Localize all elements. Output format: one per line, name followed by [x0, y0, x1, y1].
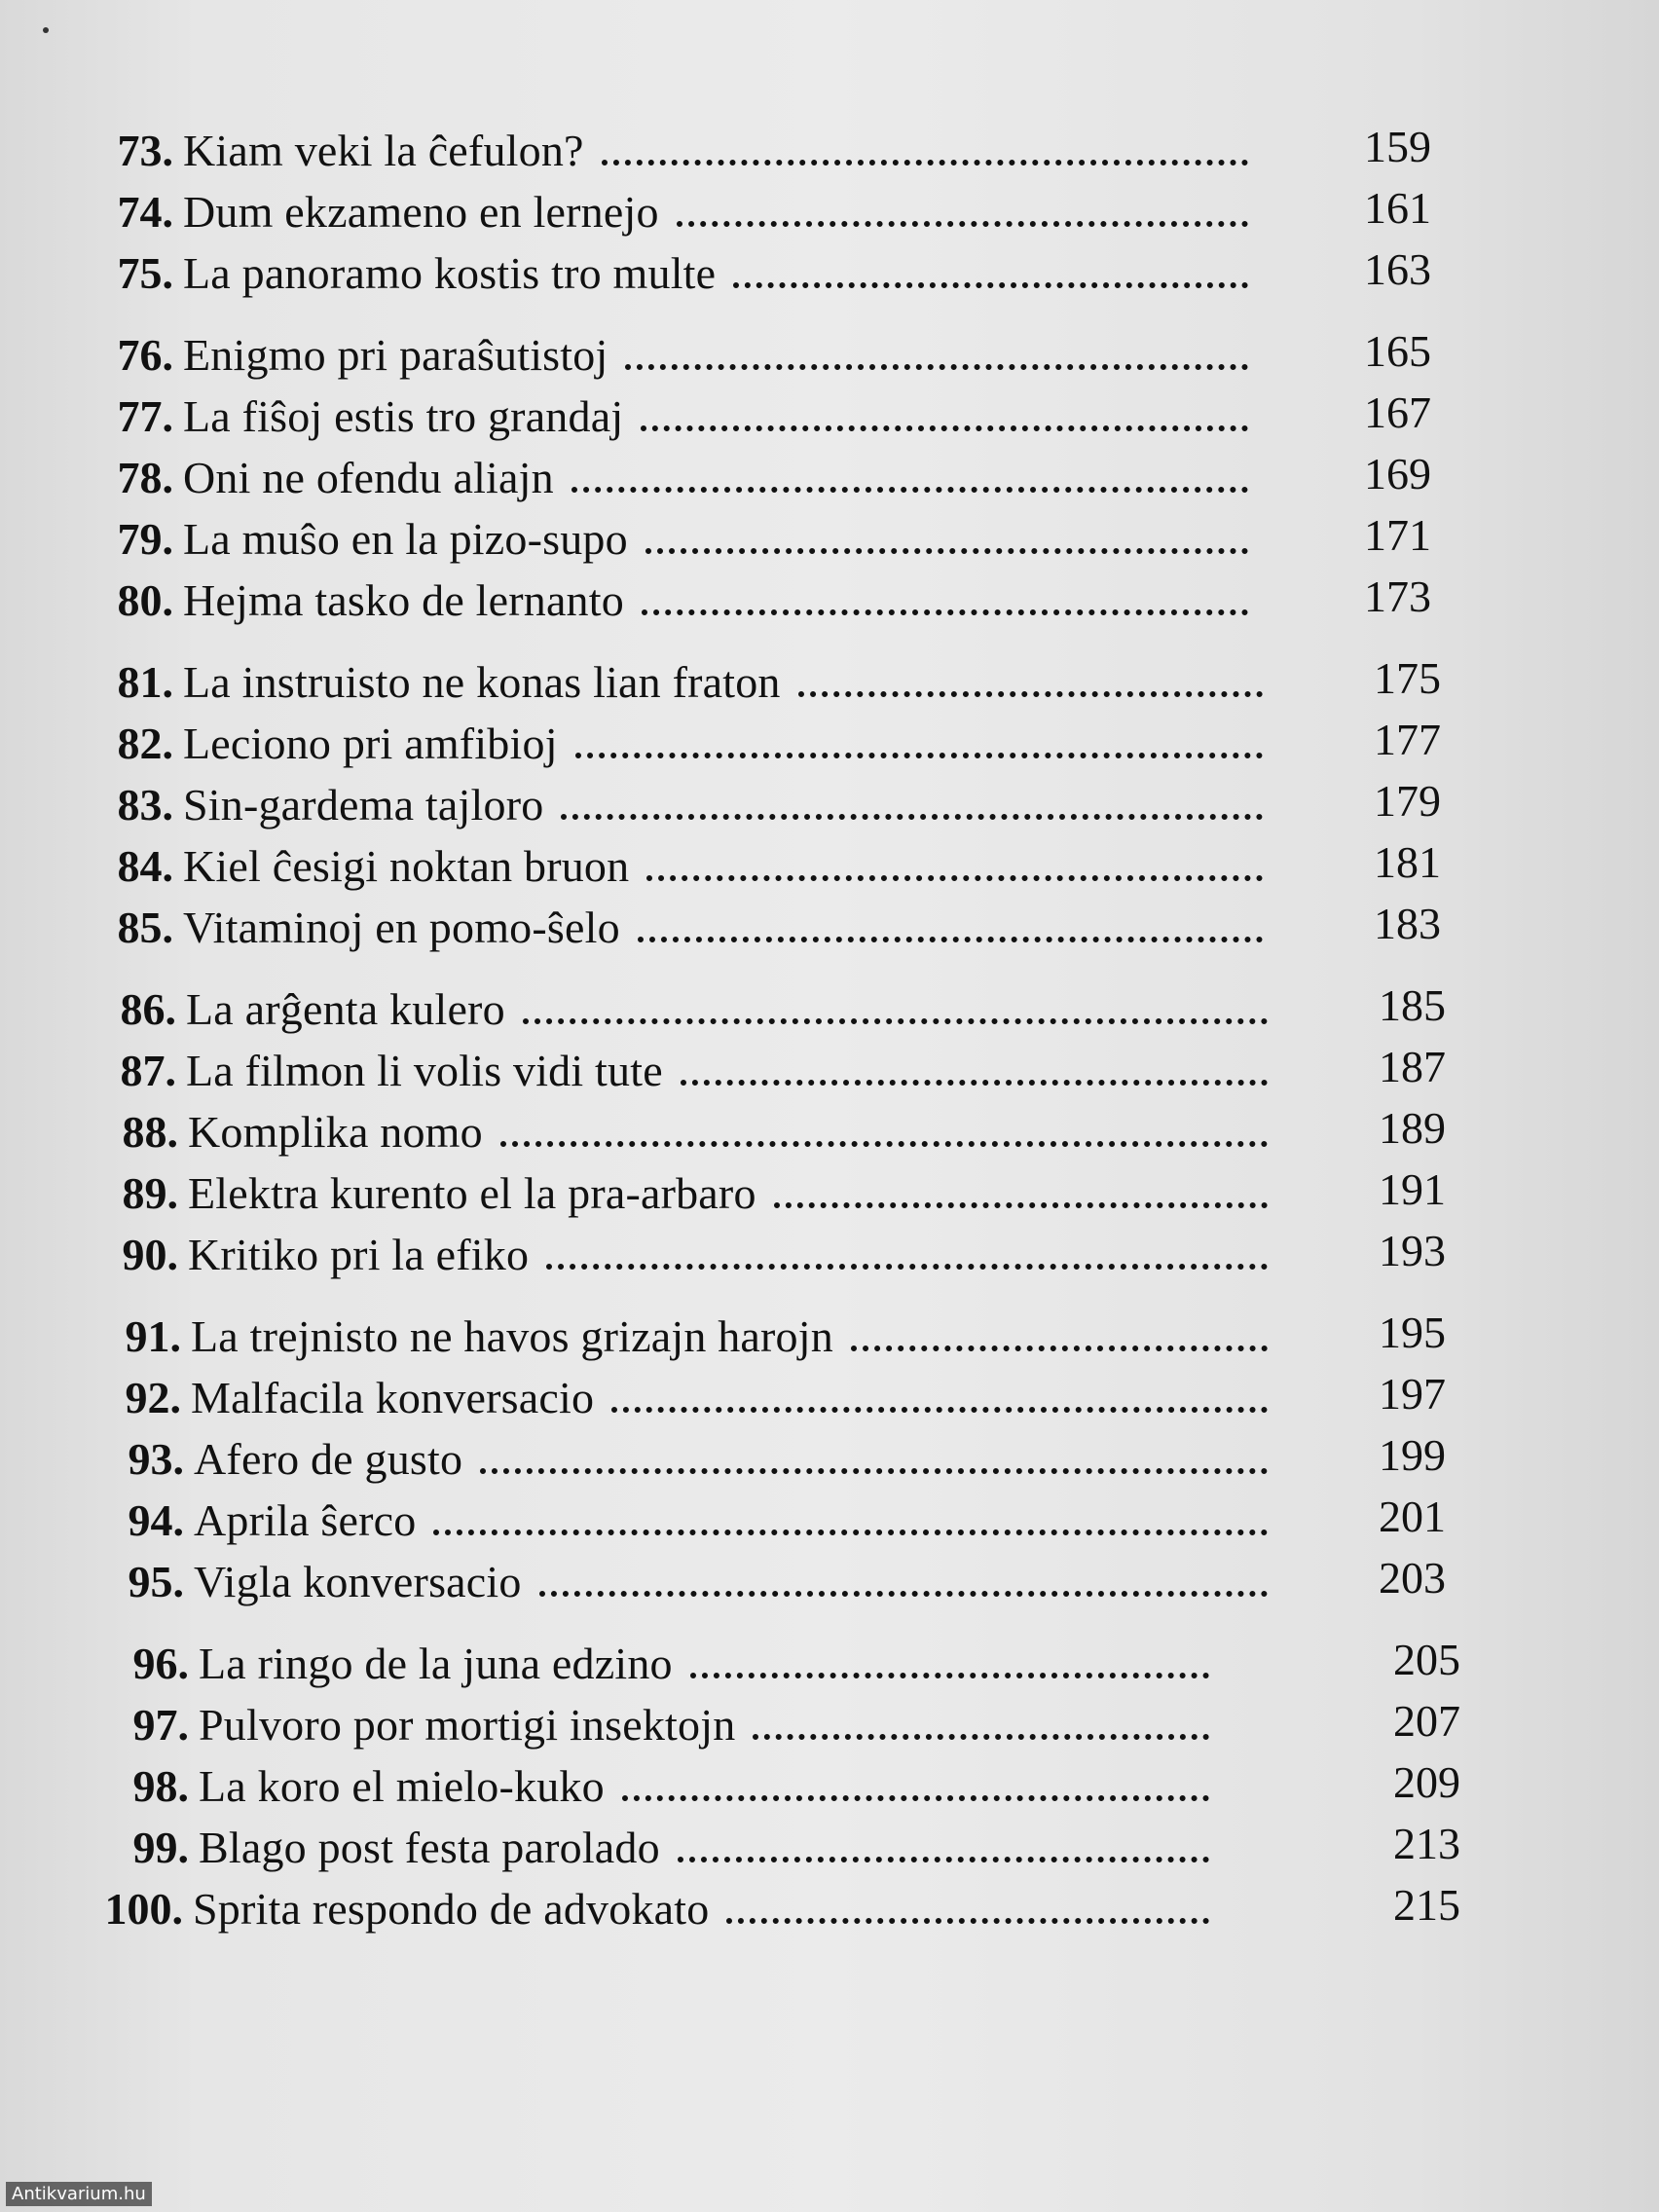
dot-leader — [571, 487, 1248, 493]
entry-page-number: 183 — [1374, 899, 1441, 948]
entry-number: 81. — [117, 657, 173, 707]
entry-number: 83. — [117, 780, 173, 830]
toc-entry — [90, 653, 1280, 712]
entry-number: 89. — [122, 1168, 178, 1218]
entry-number: 77. — [117, 391, 173, 441]
entry-page-number: 193 — [1379, 1226, 1446, 1275]
entry-number: 100. — [104, 1884, 183, 1934]
entry-page-number: 181 — [1374, 837, 1441, 887]
dot-leader — [641, 425, 1248, 431]
dot-leader — [798, 691, 1263, 697]
dot-leader — [690, 1673, 1209, 1678]
dot-leader — [726, 1918, 1209, 1924]
entry-title: La arĝenta kulero — [186, 984, 505, 1034]
entry-page-number: 161 — [1364, 183, 1431, 233]
entry-page-number: 215 — [1393, 1880, 1460, 1930]
dot-leader — [774, 1202, 1268, 1208]
dot-leader — [561, 814, 1263, 820]
entry-title: Vigla konversacio — [194, 1557, 522, 1606]
entry-page-number: 171 — [1364, 510, 1431, 560]
entry-page-number: 191 — [1379, 1164, 1446, 1214]
toc-entry — [92, 1042, 1285, 1100]
entry-number: 76. — [117, 330, 173, 380]
toc-entry — [97, 1369, 1285, 1427]
entry-number: 97. — [132, 1700, 189, 1750]
toc-entry — [94, 1164, 1285, 1223]
dot-leader — [625, 364, 1248, 370]
entry-number: 91. — [125, 1311, 181, 1361]
entry-title: La fiŝoj estis tro grandaj — [183, 391, 624, 441]
entry-title: Pulvoro por mortigi insektojn — [199, 1700, 736, 1750]
entry-title: Elektra kurento el la pra-arbaro — [188, 1168, 756, 1218]
entry-number: 94. — [128, 1495, 184, 1545]
entry-page-number: 175 — [1374, 653, 1441, 703]
entry-number: 93. — [128, 1434, 184, 1484]
toc-entry — [90, 776, 1280, 834]
toc-entry — [105, 1819, 1227, 1877]
dot-leader — [681, 1080, 1268, 1086]
entry-page-number: 205 — [1393, 1635, 1460, 1684]
dot-leader — [638, 937, 1263, 942]
entry-number: 86. — [120, 984, 176, 1034]
dot-leader — [539, 1591, 1268, 1597]
entry-title: Sin-gardema tajloro — [183, 780, 544, 830]
entry-title: Afero de gusto — [194, 1434, 463, 1484]
entry-title: Hejma tasko de lernanto — [183, 575, 624, 625]
entry-number: 96. — [132, 1639, 189, 1688]
toc-entry — [90, 449, 1266, 507]
entry-page-number: 199 — [1379, 1430, 1446, 1480]
dot-leader — [646, 875, 1263, 881]
toc-entry — [92, 980, 1285, 1039]
dot-leader — [753, 1734, 1209, 1740]
dot-leader — [523, 1018, 1268, 1024]
entry-title: Blago post festa parolado — [199, 1823, 660, 1872]
toc-entry — [90, 715, 1280, 773]
toc-entry — [97, 1308, 1285, 1366]
watermark: Antikvarium.hu — [6, 2182, 152, 2206]
dot-leader — [645, 548, 1248, 554]
entry-title: La filmon li volis vidi tute — [186, 1046, 663, 1095]
entry-number: 95. — [128, 1557, 184, 1606]
entry-number: 74. — [117, 187, 173, 237]
entry-title: Komplika nomo — [188, 1107, 483, 1157]
dot-leader — [733, 282, 1248, 288]
toc-entry — [90, 183, 1266, 241]
entry-page-number: 185 — [1379, 980, 1446, 1030]
entry-page-number: 203 — [1379, 1553, 1446, 1603]
entry-title: Enigmo pri paraŝutistoj — [183, 330, 608, 380]
entry-title: Leciono pri amfibioj — [183, 719, 558, 768]
toc-entry — [90, 837, 1280, 896]
entry-number: 92. — [125, 1373, 181, 1422]
toc-entry — [90, 326, 1266, 385]
toc-entry — [105, 1696, 1227, 1754]
entry-page-number: 167 — [1364, 387, 1431, 437]
entry-page-number: 195 — [1379, 1308, 1446, 1357]
entry-number: 85. — [117, 903, 173, 952]
entry-page-number: 189 — [1379, 1103, 1446, 1153]
entry-number: 84. — [117, 841, 173, 891]
entry-number: 75. — [117, 248, 173, 298]
entry-number: 88. — [122, 1107, 178, 1157]
dot-leader — [611, 1407, 1268, 1413]
entry-title: Kiel ĉesigi noktan bruon — [183, 841, 630, 891]
entry-title: La trejnisto ne havos grizajn harojn — [191, 1311, 833, 1361]
entry-page-number: 163 — [1364, 244, 1431, 294]
entry-title: Aprila ŝerco — [194, 1495, 417, 1545]
entry-page-number: 173 — [1364, 571, 1431, 621]
entry-number: 87. — [120, 1046, 176, 1095]
entry-title: Vitaminoj en pomo-ŝelo — [183, 903, 620, 952]
entry-title: Dum ekzameno en lernejo — [183, 187, 659, 237]
entry-title: La muŝo en la pizo-supo — [183, 514, 628, 564]
toc-entry — [100, 1553, 1285, 1611]
entry-number: 79. — [117, 514, 173, 564]
toc-entry — [94, 1226, 1285, 1284]
entry-number: 99. — [132, 1823, 189, 1872]
entry-page-number: 201 — [1379, 1492, 1446, 1541]
dot-leader — [678, 1857, 1209, 1862]
entry-number: 90. — [122, 1230, 178, 1279]
toc-entry — [90, 122, 1266, 180]
dot-leader — [480, 1468, 1268, 1474]
dot-leader — [500, 1141, 1268, 1147]
toc-entry — [90, 571, 1266, 630]
entry-number: 98. — [132, 1761, 189, 1811]
dot-leader — [602, 160, 1248, 166]
entry-page-number: 207 — [1393, 1696, 1460, 1746]
dot-leader — [433, 1530, 1268, 1535]
entry-title: Oni ne ofendu aliajn — [183, 453, 554, 502]
entry-title: La panoramo kostis tro multe — [183, 248, 717, 298]
toc-entry — [94, 1103, 1285, 1161]
dot-leader — [677, 221, 1248, 227]
dot-leader — [622, 1795, 1209, 1801]
entry-title: La ringo de la juna edzino — [199, 1639, 673, 1688]
toc-entry — [105, 1757, 1227, 1816]
entry-number: 82. — [117, 719, 173, 768]
toc-entry — [90, 899, 1280, 957]
entry-page-number: 197 — [1379, 1369, 1446, 1419]
toc-entry — [90, 510, 1266, 569]
toc-entry — [100, 1430, 1285, 1489]
entry-page-number: 177 — [1374, 715, 1441, 764]
entry-page-number: 213 — [1393, 1819, 1460, 1868]
dot-leader — [851, 1346, 1268, 1351]
entry-page-number: 209 — [1393, 1757, 1460, 1807]
entry-title: La instruisto ne konas lian fraton — [183, 657, 781, 707]
dot-leader — [575, 753, 1263, 758]
entry-number: 73. — [117, 126, 173, 175]
entry-number: 78. — [117, 453, 173, 502]
entry-title: Malfacila konversacio — [191, 1373, 595, 1422]
entry-page-number: 159 — [1364, 122, 1431, 171]
dot-leader — [642, 609, 1248, 615]
entry-page-number: 179 — [1374, 776, 1441, 826]
entry-title: La koro el mielo-kuko — [199, 1761, 605, 1811]
entry-page-number: 187 — [1379, 1042, 1446, 1091]
toc-entry — [86, 1880, 1227, 1938]
toc-entry — [90, 387, 1266, 446]
toc-entry — [100, 1492, 1285, 1550]
entry-page-number: 165 — [1364, 326, 1431, 376]
dot-leader — [546, 1264, 1268, 1270]
toc-entry — [105, 1635, 1227, 1693]
entry-title: Sprita respondo de advokato — [193, 1884, 710, 1934]
entry-page-number: 169 — [1364, 449, 1431, 498]
toc-entry — [90, 244, 1266, 303]
entry-number: 80. — [117, 575, 173, 625]
entry-title: Kiam veki la ĉefulon? — [183, 126, 584, 175]
entry-title: Kritiko pri la efiko — [188, 1230, 530, 1279]
